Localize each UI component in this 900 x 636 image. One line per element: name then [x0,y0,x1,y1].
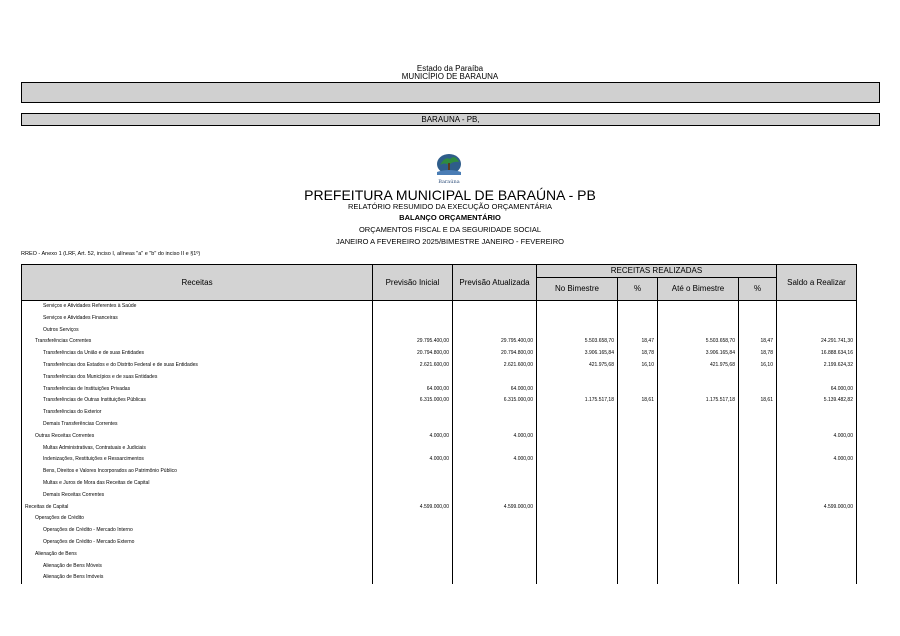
no-bimestre-cell [537,454,618,466]
receita-label-cell: Outras Receitas Correntes [22,431,373,443]
saldo-realizar-cell [777,372,857,384]
previsao-inicial-cell [373,325,453,337]
previsao-inicial-cell [373,443,453,455]
table-row [22,325,857,337]
ate-bimestre-cell [658,561,739,573]
saldo-realizar-cell: 4.000,00 [777,454,857,466]
no-bimestre-cell [537,561,618,573]
pct-ate-cell [739,572,777,584]
pct-ate-cell [739,407,777,419]
pct-ate-cell [739,325,777,337]
previsao-inicial-cell [373,513,453,525]
saldo-realizar-cell [777,525,857,537]
saldo-realizar-cell: 24.291.741,30 [777,336,857,348]
table-row [22,525,857,537]
saldo-realizar-cell: 4.000,00 [777,431,857,443]
previsao-atualizada-cell [453,466,537,478]
previsao-inicial-cell: 2.621.600,00 [373,360,453,372]
pct-ate-cell: 18,61 [739,395,777,407]
no-bimestre-cell [537,502,618,514]
table-row [22,348,857,360]
previsao-atualizada-cell [453,325,537,337]
pct-bimestre-cell [618,466,658,478]
receita-label-cell: Alienação de Bens Imóveis [22,572,373,584]
ate-bimestre-cell: 1.175.517,18 [658,395,739,407]
municipality-name: MUNICÍPIO DE BARAUNA [401,72,499,81]
pct-ate-cell [739,490,777,502]
ate-bimestre-cell [658,513,739,525]
table-row [22,336,857,348]
ate-bimestre-cell [658,572,739,584]
ate-bimestre-cell [658,407,739,419]
previsao-inicial-cell [373,537,453,549]
previsao-inicial-cell: 4.000,00 [373,454,453,466]
pct-ate-cell [739,537,777,549]
pct-bimestre-cell [618,419,658,431]
previsao-atualizada-cell [453,537,537,549]
table-row [22,407,857,419]
table-row [22,561,857,573]
saldo-realizar-cell [777,443,857,455]
saldo-realizar-cell [777,301,857,313]
no-bimestre-cell [537,513,618,525]
ate-bimestre-cell [658,549,739,561]
receita-label-cell: Demais Receitas Correntes [22,490,373,502]
saldo-realizar-cell [777,537,857,549]
previsao-atualizada-cell [453,313,537,325]
annex-note: RREO - Anexo 1 (LRF, Art. 52, inciso I, alíneas "a" e "b" do inciso II e §1º) [21,251,201,257]
no-bimestre-cell: 421.975,68 [537,360,618,372]
previsao-atualizada-cell [453,372,537,384]
table-row [22,513,857,525]
saldo-realizar-cell: 5.139.482,82 [777,395,857,407]
pct-bimestre-cell [618,549,658,561]
pct-bimestre-cell [618,325,658,337]
no-bimestre-cell [537,372,618,384]
receita-label-cell: Transferências da União e de suas Entidades [22,348,373,360]
pct-bimestre-cell [618,513,658,525]
table-row [22,466,857,478]
table-row [22,360,857,372]
pct-bimestre-cell: 18,47 [618,336,658,348]
no-bimestre-cell [537,490,618,502]
pct-bimestre-cell [618,537,658,549]
pct-bimestre-cell [618,384,658,396]
ate-bimestre-cell [658,454,739,466]
saldo-realizar-cell [777,572,857,584]
ate-bimestre-cell [658,325,739,337]
previsao-inicial-cell [373,466,453,478]
pct-bimestre-cell [618,502,658,514]
no-bimestre-cell [537,549,618,561]
saldo-realizar-cell [777,490,857,502]
pct-ate-cell [739,384,777,396]
no-bimestre-cell [537,572,618,584]
receita-label-cell: Transferências dos Municípios e de suas Entidades [22,372,373,384]
previsao-atualizada-cell [453,572,537,584]
table-row [22,490,857,502]
no-bimestre-cell: 1.175.517,18 [537,395,618,407]
table-body [22,301,857,585]
receita-label-cell: Demais Transferências Correntes [22,419,373,431]
pct-bimestre-cell: 18,78 [618,348,658,360]
header-no-bimestre: No Bimestre [537,278,618,301]
no-bimestre-cell [537,525,618,537]
pct-ate-cell: 16,10 [739,360,777,372]
logo-caption: Baraúna [438,179,460,185]
no-bimestre-cell [537,419,618,431]
no-bimestre-cell [537,478,618,490]
no-bimestre-cell [537,466,618,478]
pct-ate-cell [739,502,777,514]
previsao-atualizada-cell [453,561,537,573]
table-row [22,384,857,396]
table-row [22,537,857,549]
pct-bimestre-cell [618,443,658,455]
receita-label-cell: Serviços e Atividades Financeiras [22,313,373,325]
receita-label-cell: Outros Serviços [22,325,373,337]
receita-label-cell: Transferências do Exterior [22,407,373,419]
pct-ate-cell [739,372,777,384]
pct-ate-cell [739,525,777,537]
receita-label-cell: Receitas de Capital [22,502,373,514]
previsao-atualizada-cell: 4.000,00 [453,431,537,443]
saldo-realizar-cell [777,313,857,325]
header-pct-ate: % [739,278,777,301]
saldo-realizar-cell [777,325,857,337]
period-title: JANEIRO A FEVEREIRO 2025/BIMESTRE JANEIRO - FEVEREIRO [336,237,564,246]
previsao-inicial-cell: 4.599.000,00 [373,502,453,514]
table-row [22,431,857,443]
previsao-atualizada-cell: 4.000,00 [453,454,537,466]
saldo-realizar-cell [777,419,857,431]
previsao-atualizada-cell: 64.000,00 [453,384,537,396]
no-bimestre-cell: 5.503.658,70 [537,336,618,348]
ate-bimestre-cell [658,537,739,549]
no-bimestre-cell [537,301,618,313]
previsao-atualizada-cell: 4.599.000,00 [453,502,537,514]
pct-bimestre-cell [618,561,658,573]
previsao-inicial-cell [373,490,453,502]
ate-bimestre-cell [658,490,739,502]
pct-bimestre-cell [618,478,658,490]
pct-ate-cell [739,513,777,525]
ate-bimestre-cell [658,466,739,478]
receita-label-cell: Multas Administrativas, Contratuais e Judiciais [22,443,373,455]
saldo-realizar-cell: 2.199.624,32 [777,360,857,372]
header-previsao-inicial: Previsão Inicial [373,265,453,301]
pct-ate-cell [739,454,777,466]
no-bimestre-cell [537,313,618,325]
previsao-atualizada-cell: 20.794.800,00 [453,348,537,360]
pct-bimestre-cell [618,490,658,502]
pct-ate-cell [739,478,777,490]
saldo-realizar-cell [777,561,857,573]
table-row [22,454,857,466]
previsao-atualizada-cell [453,419,537,431]
saldo-realizar-cell [777,513,857,525]
no-bimestre-cell [537,443,618,455]
pct-ate-cell: 18,47 [739,336,777,348]
table-row [22,549,857,561]
receita-label-cell: Alienação de Bens Móveis [22,561,373,573]
receita-label-cell: Transferências de Outras Instituições Públicas [22,395,373,407]
header-ate-bimestre: Até o Bimestre [658,278,739,301]
no-bimestre-cell [537,325,618,337]
pct-ate-cell [739,466,777,478]
receita-label-cell: Alienação de Bens [22,549,373,561]
ate-bimestre-cell [658,443,739,455]
report-title: RELATÓRIO RESUMIDO DA EXECUÇÃO ORÇAMENTÁRIA [347,202,553,211]
table-row [22,419,857,431]
table-row [22,502,857,514]
previsao-inicial-cell [373,561,453,573]
no-bimestre-cell [537,537,618,549]
ate-bimestre-cell: 421.975,68 [658,360,739,372]
pct-ate-cell: 18,78 [739,348,777,360]
no-bimestre-cell [537,431,618,443]
saldo-realizar-cell: 16.888.634,16 [777,348,857,360]
previsao-atualizada-cell [453,407,537,419]
receita-label-cell: Transferências de Instituições Privadas [22,384,373,396]
previsao-inicial-cell: 29.795.400,00 [373,336,453,348]
previsao-inicial-cell [373,525,453,537]
previsao-inicial-cell: 64.000,00 [373,384,453,396]
ate-bimestre-cell [658,431,739,443]
previsao-inicial-cell [373,313,453,325]
previsao-inicial-cell [373,549,453,561]
previsao-inicial-cell [373,478,453,490]
table-row [22,301,857,313]
table-row [22,478,857,490]
previsao-atualizada-cell [453,490,537,502]
saldo-realizar-cell [777,407,857,419]
budget-table [21,264,857,584]
previsao-atualizada-cell [453,513,537,525]
table-row [22,443,857,455]
previsao-atualizada-cell [453,443,537,455]
pct-ate-cell [739,431,777,443]
receita-label-cell: Transferências Correntes [22,336,373,348]
pct-ate-cell [739,313,777,325]
pct-ate-cell [739,419,777,431]
previsao-atualizada-cell: 2.621.600,00 [453,360,537,372]
ate-bimestre-cell [658,525,739,537]
header-previsao-atualizada: Previsão Atualizada [453,265,537,301]
ate-bimestre-cell: 5.503.658,70 [658,336,739,348]
previsao-atualizada-cell: 6.315.000,00 [453,395,537,407]
pct-ate-cell [739,443,777,455]
table-row [22,313,857,325]
receita-label-cell: Serviços e Atividades Referentes à Saúde [22,301,373,313]
entity-bar: BARAUNA - PB, [21,113,880,126]
saldo-realizar-cell [777,549,857,561]
ate-bimestre-cell [658,502,739,514]
municipal-logo [431,150,467,186]
receita-label-cell: Operações de Crédito - Mercado Interno [22,525,373,537]
pct-ate-cell [739,549,777,561]
previsao-inicial-cell: 4.000,00 [373,431,453,443]
pct-bimestre-cell [618,431,658,443]
scope-title: ORÇAMENTOS FISCAL E DA SEGURIDADE SOCIAL [358,225,542,234]
no-bimestre-cell [537,407,618,419]
receita-label-cell: Operações de Crédito [22,513,373,525]
pct-bimestre-cell [618,407,658,419]
pct-bimestre-cell [618,572,658,584]
previsao-atualizada-cell [453,301,537,313]
receita-label-cell: Operações de Crédito - Mercado Externo [22,537,373,549]
header-bar-empty [21,82,880,103]
previsao-atualizada-cell [453,525,537,537]
saldo-realizar-cell: 64.000,00 [777,384,857,396]
ate-bimestre-cell [658,372,739,384]
table-row [22,372,857,384]
table-row [22,572,857,584]
pct-bimestre-cell [618,372,658,384]
previsao-inicial-cell [373,407,453,419]
main-title: PREFEITURA MUNICIPAL DE BARAÚNA - PB [304,187,596,203]
state-name: Estado da Paraíba [416,64,484,73]
pct-ate-cell [739,301,777,313]
previsao-inicial-cell: 20.794.800,00 [373,348,453,360]
saldo-realizar-cell [777,478,857,490]
previsao-inicial-cell [373,301,453,313]
pct-bimestre-cell [618,525,658,537]
header-receitas: Receitas [22,265,373,301]
header-pct-bimestre: % [618,278,658,301]
ate-bimestre-cell: 3.906.165,84 [658,348,739,360]
receita-label-cell: Transferências dos Estados e do Distrito Federal e de suas Entidades [22,360,373,372]
pct-bimestre-cell [618,454,658,466]
header-receitas-realizadas: RECEITAS REALIZADAS [537,265,777,278]
previsao-inicial-cell: 6.315.000,00 [373,395,453,407]
saldo-realizar-cell [777,466,857,478]
ate-bimestre-cell [658,419,739,431]
previsao-inicial-cell [373,572,453,584]
pct-bimestre-cell [618,301,658,313]
pct-ate-cell [739,561,777,573]
previsao-atualizada-cell: 29.795.400,00 [453,336,537,348]
header-saldo: Saldo a Realizar [777,265,857,301]
previsao-atualizada-cell [453,549,537,561]
section-title: BALANÇO ORÇAMENTÁRIO [399,213,501,222]
receita-label-cell: Indenizações, Restituições e Ressarcimentos [22,454,373,466]
pct-bimestre-cell: 16,10 [618,360,658,372]
ate-bimestre-cell [658,384,739,396]
saldo-realizar-cell: 4.599.000,00 [777,502,857,514]
pct-bimestre-cell: 18,61 [618,395,658,407]
previsao-inicial-cell [373,419,453,431]
pct-bimestre-cell [618,313,658,325]
ate-bimestre-cell [658,301,739,313]
table-row [22,395,857,407]
ate-bimestre-cell [658,478,739,490]
previsao-inicial-cell [373,372,453,384]
ate-bimestre-cell [658,313,739,325]
receita-label-cell: Multas e Juros de Mora das Receitas de Capital [22,478,373,490]
no-bimestre-cell: 3.906.165,84 [537,348,618,360]
previsao-atualizada-cell [453,478,537,490]
receita-label-cell: Bens, Direitos e Valores Incorporados ao Patrimônio Público [22,466,373,478]
no-bimestre-cell [537,384,618,396]
